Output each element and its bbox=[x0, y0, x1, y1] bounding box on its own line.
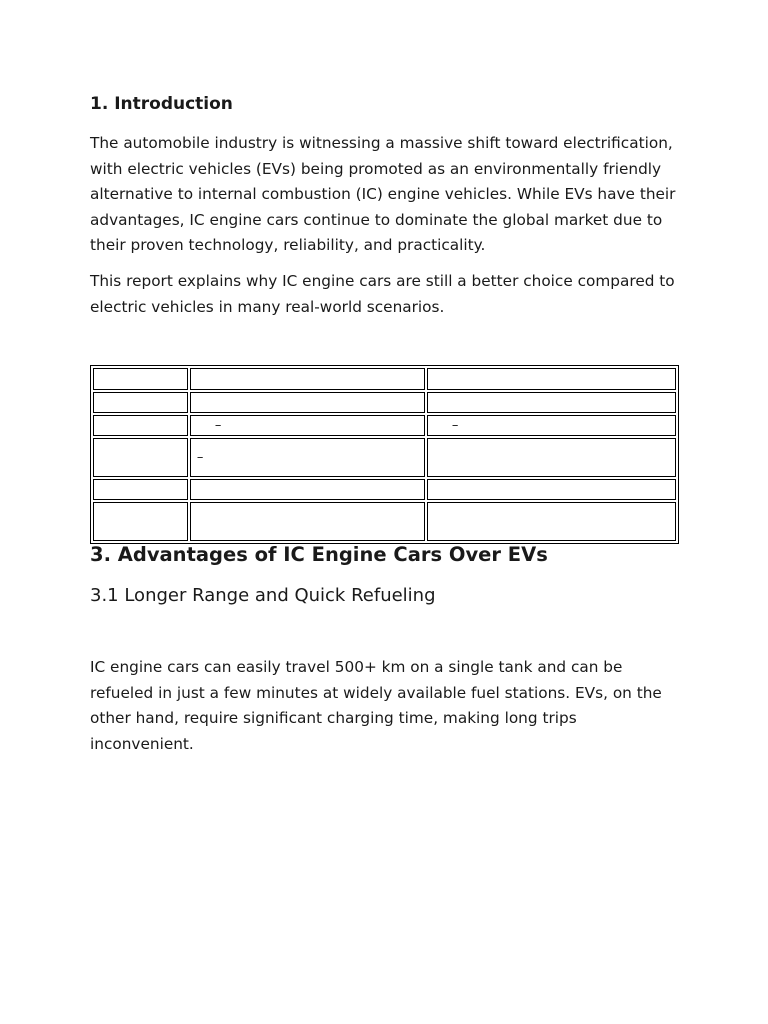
table-cell bbox=[427, 502, 676, 541]
table-cell bbox=[427, 438, 676, 477]
table-cell: – bbox=[190, 415, 425, 436]
table-cell bbox=[93, 392, 188, 413]
table-cell bbox=[93, 479, 188, 500]
table-cell bbox=[93, 415, 188, 436]
table-cell bbox=[190, 502, 425, 541]
table-cell bbox=[427, 368, 676, 390]
table-row bbox=[93, 368, 676, 390]
table-cell bbox=[93, 438, 188, 477]
table-cell bbox=[93, 368, 188, 390]
table-cell bbox=[190, 392, 425, 413]
table-row bbox=[93, 392, 676, 413]
table-cell bbox=[190, 368, 425, 390]
table-row bbox=[93, 438, 676, 477]
range-paragraph: IC engine cars can easily travel 500+ km on a single tank and can be refueled in just a few minutes at widely available fuel stations. EVs, on the other hand, require significant charging time, making long trips inconvenient. bbox=[90, 658, 662, 753]
introduction-paragraph-2: This report explains why IC engine cars are still a better choice compared to electric vehicles in many real-world scenarios. bbox=[90, 272, 675, 316]
section-heading-advantages: 3. Advantages of IC Engine Cars Over EVs bbox=[90, 543, 548, 566]
table-cell: – bbox=[427, 415, 676, 436]
table-row bbox=[93, 479, 676, 500]
table-cell: – bbox=[190, 438, 425, 477]
table-cell bbox=[427, 479, 676, 500]
section-heading-introduction: 1. Introduction bbox=[90, 94, 233, 114]
introduction-paragraph-1: The automobile industry is witnessing a massive shift toward electrification, with electric vehicles (EVs) being promoted as an environmentally friendly alternative to internal combustion (IC) engine vehicles. While EVs have their advantages, IC engine cars continue to dominate the global market due to their proven technology, reliability, and practicality. bbox=[90, 134, 676, 255]
table-cell bbox=[190, 479, 425, 500]
table-row bbox=[93, 415, 676, 436]
subsection-heading-range: 3.1 Longer Range and Quick Refueling bbox=[90, 585, 436, 606]
table-row bbox=[93, 502, 676, 541]
comparison-table bbox=[90, 365, 679, 544]
table-cell bbox=[93, 502, 188, 541]
table-cell bbox=[427, 392, 676, 413]
